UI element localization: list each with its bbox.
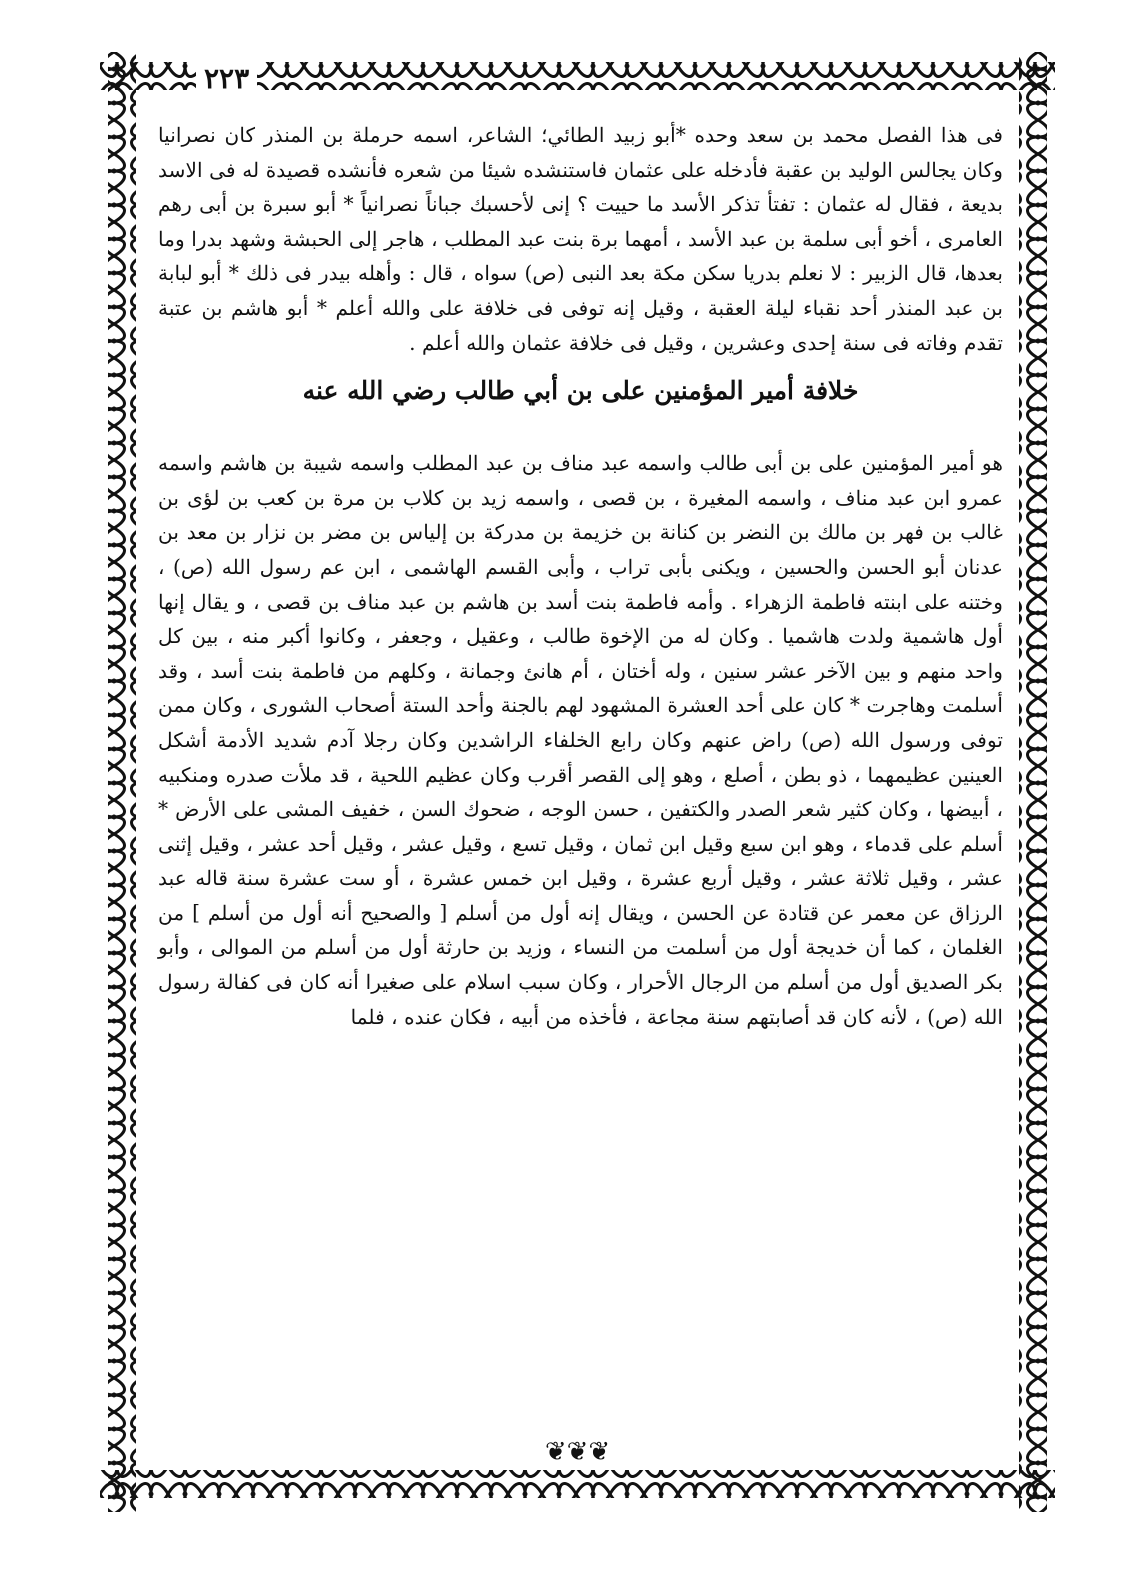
intro-paragraph: فى هذا الفصل محمد بن سعد وحده *أبو زبيد الطائي؛ الشاعر، اسمه حرملة بن المنذر كان نصرانيا وكان يجالس الوليد بن عقبة فأدخله على عثمان فاستنشده شيئا من شعره فأنشده قصيدة له فى الاسد بديعة ، فقال له عثمان : تفتأ تذكر الأسد ما حييت ؟ إنى لأحسبك جباناً نصرانياً * أبو سبرة بن أبى رهم العامرى ، أخو أبى سلمة بن عبد الأسد ، أمهما برة بنت عبد المطلب ، هاجر إلى الحبشة وشهد بدرا وما بعدها، قال الزبير : لا نعلم بدريا سكن مكة بعد النبى (ص) سواه ، قال : وأهله بيدر فى ذلك * أبو لبابة بن عبد المنذر أحد نقباء ليلة العقبة ، وقيل إنه توفى فى خلافة على والله أعلم * أبو هاشم بن عتبة تقدم وفاته فى سنة إحدى وعشرين ، وقيل فى خلافة عثمان والله أعلم . (158, 123, 1003, 355)
body-paragraph: هو أمير المؤمنين على بن أبى طالب واسمه عبد مناف بن عبد المطلب واسمه شيبة بن هاشم واسمه عمرو ابن عبد مناف ، واسمه المغيرة ، بن قصى ، واسمه زيد بن كلاب بن مرة بن كعب بن لؤى بن غالب بن فهر بن مالك بن النضر بن كنانة بن خزيمة بن مدركة بن إلياس بن مضر بن نزار بن معد بن عدنان أبو الحسن والحسين ، ويكنى بأبى تراب ، وأبى القسم الهاشمى ، ابن عم رسول الله (ص) ، وختنه على ابنته فاطمة الزهراء . وأمه فاطمة بنت أسد بن هاشم بن عبد مناف بن قصى ، و يقال إنها أول هاشمية ولدت هاشميا . وكان له من الإخوة طالب ، وعقيل ، وجعفر ، وكانوا أكبر منه ، بين كل واحد منهم و بين الآخر عشر سنين ، وله أختان ، أم هانئ وجمانة ، وكلهم من فاطمة بنت أسد ، وقد أسلمت وهاجرت * كان على أحد العشرة المشهود لهم بالجنة وأحد الستة أصحاب الشورى ، وكان ممن توفى ورسول الله (ص) راض عنهم وكان رابع الخلفاء الراشدين وكان رجلا آدم شديد الأدمة أشكل العينين عظيمهما ، ذو بطن ، أصلع ، وهو إلى القصر أقرب وكان عظيم اللحية ، قد ملأت صدره ومنكبيه ، أبيضها ، وكان كثير شعر الصدر والكتفين ، حسن الوجه ، ضحوك السن ، خفيف المشى على الأرض * أسلم على قدماء ، وهو ابن سبع وقيل ابن ثمان ، وقيل تسع ، وقيل عشر ، وقيل أحد عشر ، وقيل إثنى عشر ، وقيل ثلاثة عشر ، وقيل أربع عشرة ، وقيل ابن خمس عشرة ، أو ست عشرة سنة قاله عبد الرزاق عن معمر عن قتادة عن الحسن ، ويقال إنه أول من أسلم [ والصحيح أنه أول من أسلم ] من الغلمان ، كما أن خديجة أول من أسلمت من النساء ، وزيد بن حارثة أول من أسلم من الموالى ، وأبو بكر الصديق أول من أسلم من الرجال الأحرار ، وكان سبب اسلام على صغيرا أنه كان فى كفالة رسول الله (ص) ، لأنه كان قد أصابتهم سنة مجاعة ، فأخذه من أبيه ، فكان عنده ، فلما (158, 451, 1003, 1029)
page-number: ٢٢٣ (196, 62, 257, 95)
page-content (158, 118, 1003, 1034)
ornament-glyph: ❦❦❦ (544, 1437, 611, 1467)
section-heading: خلافة أمير المؤمنين على بن أبي طالب رضي الله عنه (302, 376, 859, 406)
page-frame (100, 52, 1055, 1512)
